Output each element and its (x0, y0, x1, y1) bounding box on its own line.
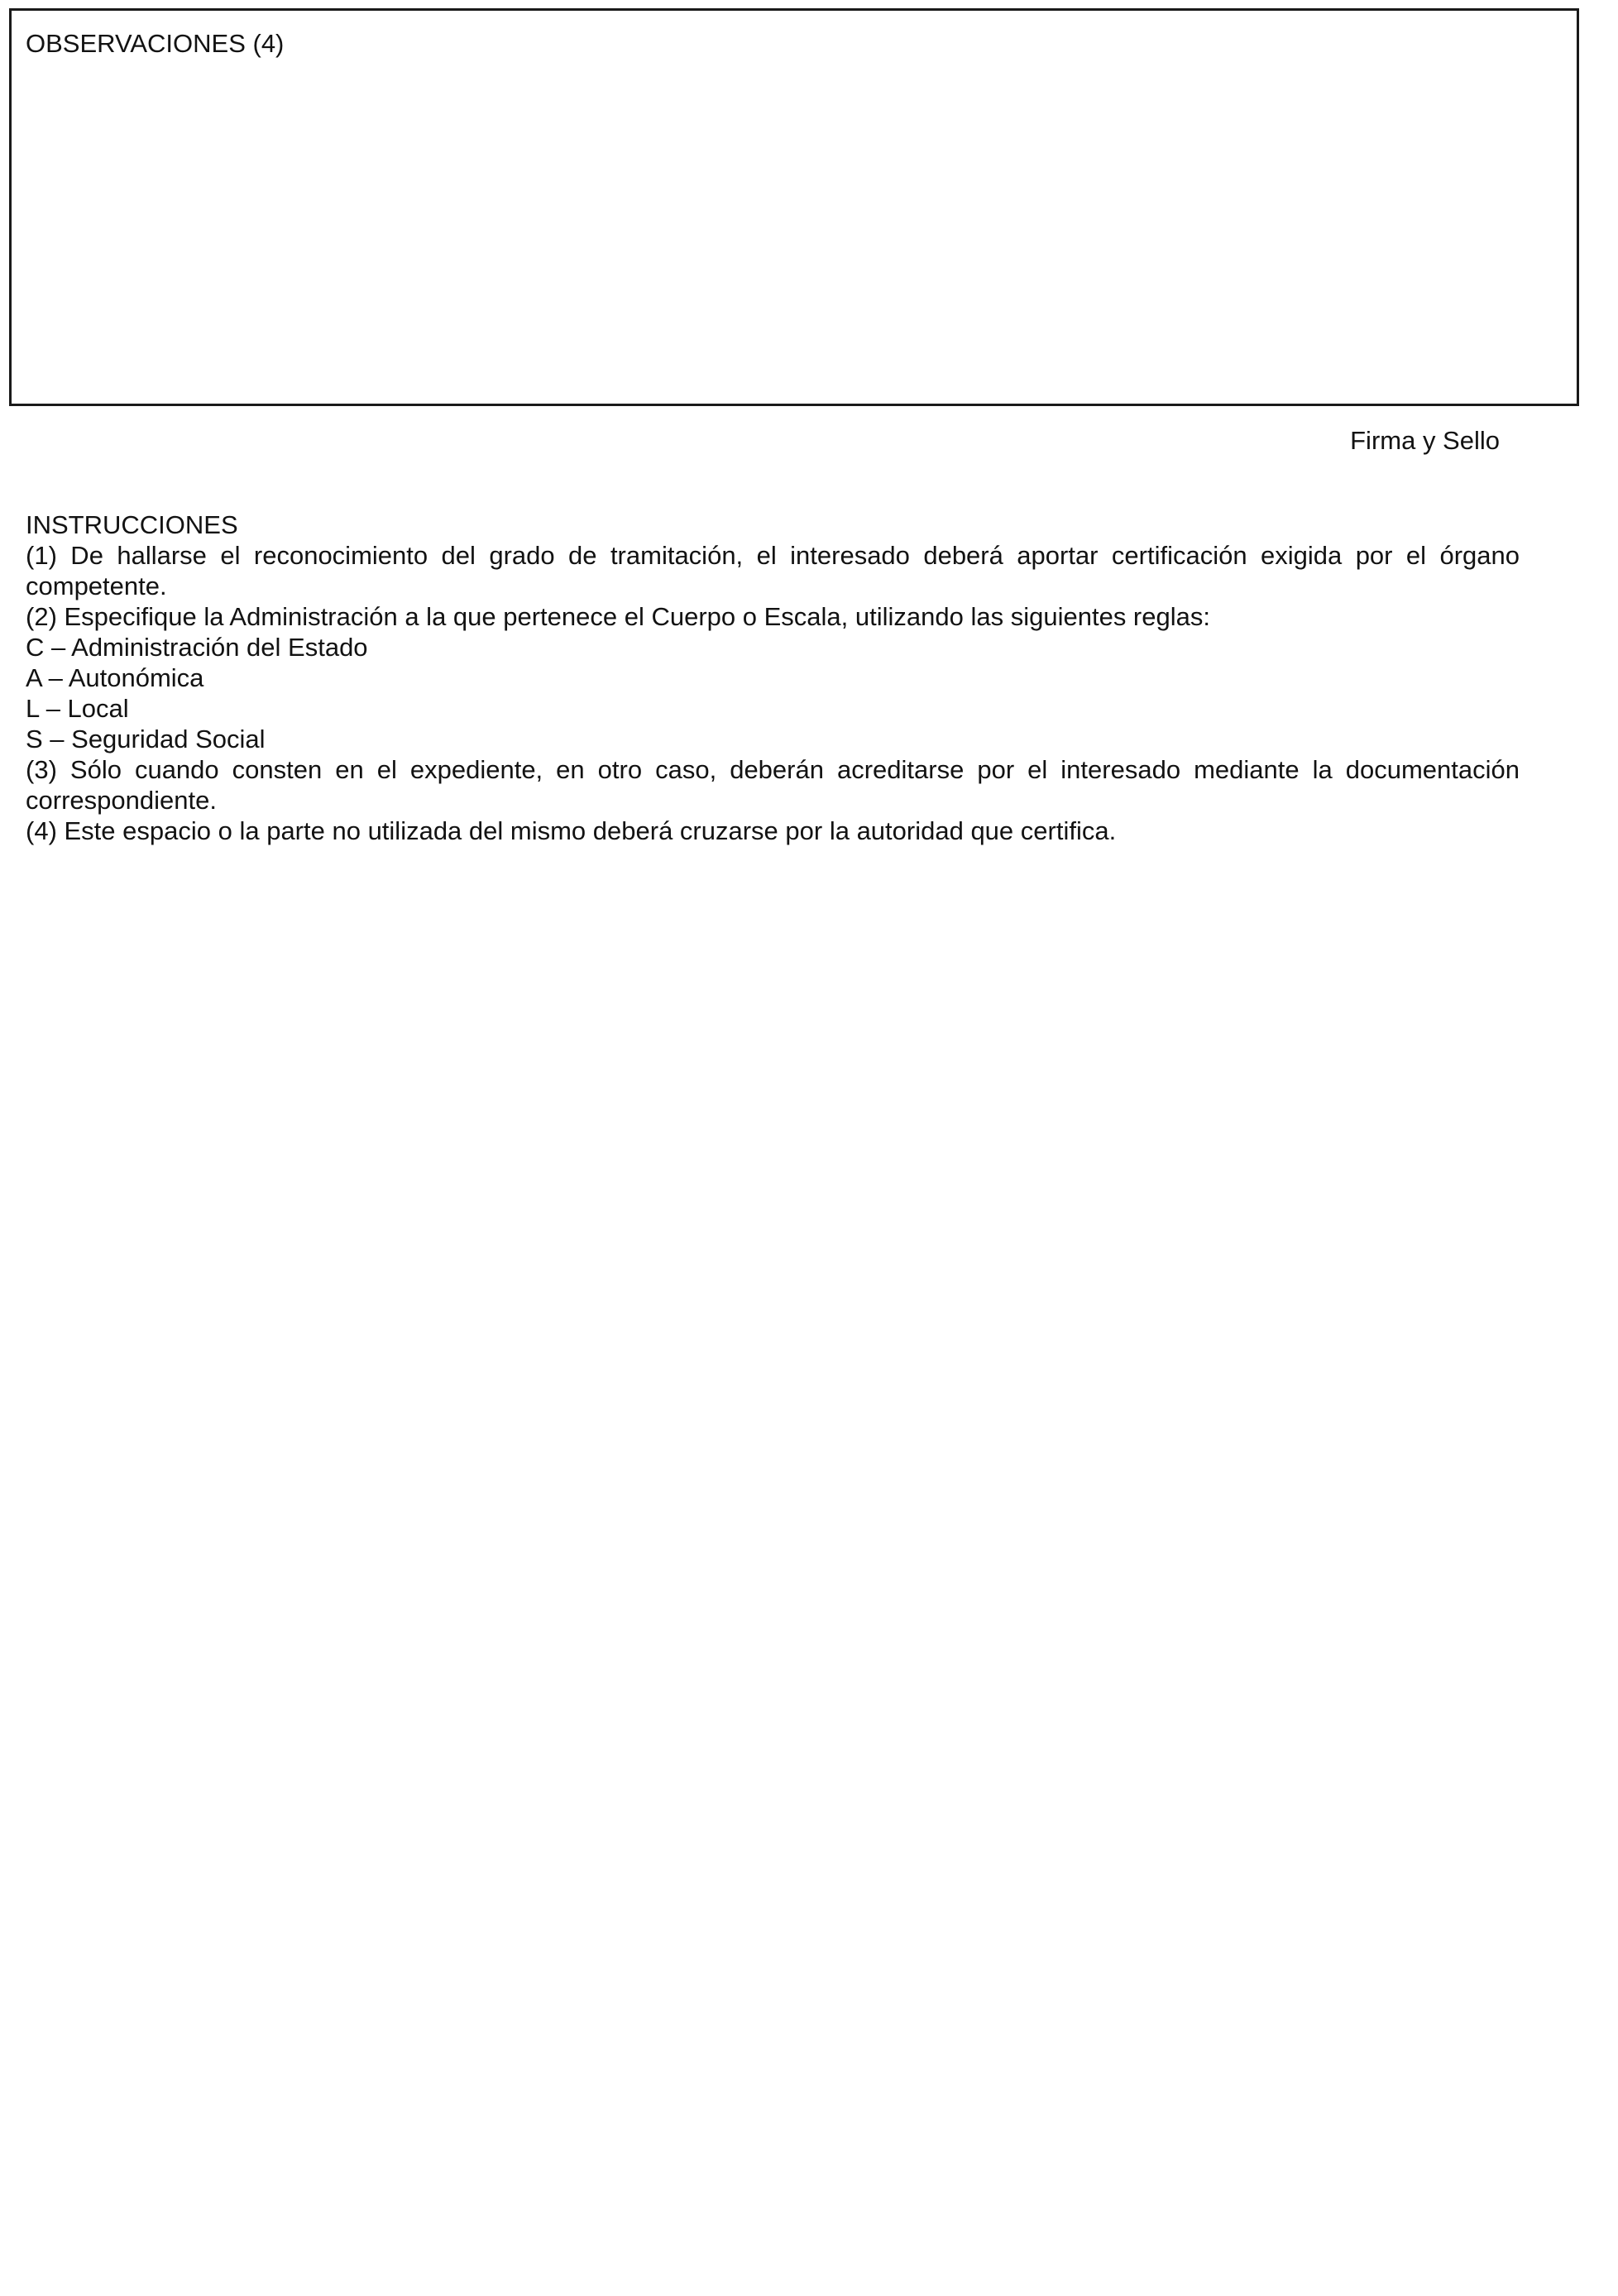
instruction-item-3: (3) Sólo cuando consten en el expediente, en otro caso, deberán acreditarse por el interesado mediante la documentación correspondiente. (26, 755, 1520, 815)
observaciones-box (9, 8, 1579, 406)
firma-y-sello-label: Firma y Sello (1350, 426, 1500, 455)
instruction-rule-l: L – Local (26, 694, 129, 723)
instruction-item-2: (2) Especifique la Administración a la que pertenece el Cuerpo o Escala, utilizando las siguientes reglas: (26, 602, 1210, 631)
observaciones-label: OBSERVACIONES (4) (26, 29, 285, 58)
instruction-item-4: (4) Este espacio o la parte no utilizada del mismo deberá cruzarse por la autoridad que certifica. (26, 816, 1117, 845)
instructions-title: INSTRUCCIONES (26, 510, 238, 539)
instruction-item-1: (1) De hallarse el reconocimiento del grado de tramitación, el interesado deberá aportar certificación exigida por el órgano competente. (26, 541, 1520, 600)
instruction-rule-a: A – Autonómica (26, 663, 204, 692)
instruction-rule-c: C – Administración del Estado (26, 633, 368, 662)
instruction-rule-s: S – Seguridad Social (26, 725, 266, 753)
instructions-section (26, 509, 1520, 846)
